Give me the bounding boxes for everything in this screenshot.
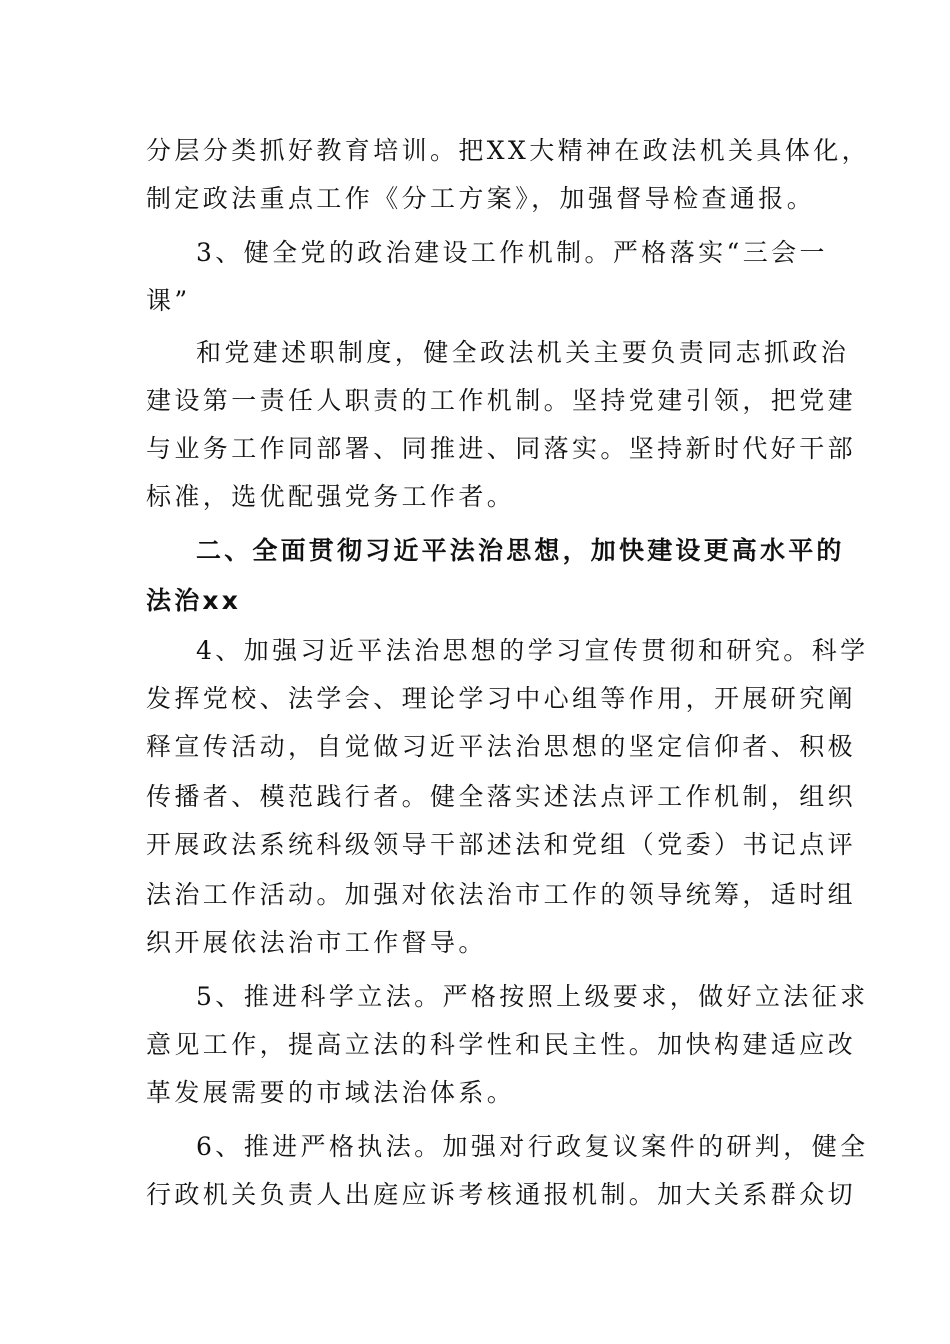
item-4-heading-line: 4、加强习近平法治思想的学习宣传贯彻和研究。科学 (196, 636, 869, 665)
text-line-5: 和党建述职制度，健全政法机关主要负责同志抓政治 (196, 338, 850, 367)
item-5-heading-line: 5、推进科学立法。严格按照上级要求，做好立法征求 (196, 982, 869, 1011)
text-line-19: 意见工作，提高立法的科学性和民主性。加快构建适应改 (146, 1030, 857, 1059)
section-heading-line-2: 法治xx (146, 586, 242, 615)
text-line-15: 开展政法系统科级领导干部述法和党组（党委）书记点评 (146, 830, 857, 859)
item-3-heading-line: 3、健全党的政治建设工作机制。严格落实“三会一 (196, 238, 828, 267)
text-line-6: 建设第一责任人职责的工作机制。坚持党建引领，把党建 (146, 386, 857, 415)
text-line-22: 行政机关负责人出庭应诉考核通报机制。加大关系群众切 (146, 1180, 857, 1209)
text-line-14: 传播者、模范践行者。健全落实述法点评工作机制，组织 (146, 782, 857, 811)
section-heading-line-1: 二、全面贯彻习近平法治思想，加快建设更高水平的 (196, 536, 845, 565)
text-line-8: 标准，选优配强党务工作者。 (146, 482, 516, 511)
text-line-17: 织开展依法治市工作督导。 (146, 928, 487, 957)
text-line-13: 释宣传活动，自觉做习近平法治思想的坚定信仰者、积极 (146, 732, 857, 761)
text-line-20: 革发展需要的市域法治体系。 (146, 1078, 516, 1107)
text-line-12: 发挥党校、法学会、理论学习中心组等作用，开展研究阐 (146, 684, 857, 713)
text-line-1: 分层分类抓好教育培训。把XX大精神在政法机关具体化， (146, 136, 870, 165)
text-line-4: 课” (146, 286, 191, 315)
text-line-16: 法治工作活动。加强对依法治市工作的领导统筹，适时组 (146, 880, 857, 909)
item-6-heading-line: 6、推进严格执法。加强对行政复议案件的研判，健全 (196, 1132, 869, 1161)
text-line-7: 与业务工作同部署、同推进、同落实。坚持新时代好干部 (146, 434, 857, 463)
text-line-2: 制定政法重点工作《分工方案》，加强督导检查通报。 (146, 184, 816, 213)
